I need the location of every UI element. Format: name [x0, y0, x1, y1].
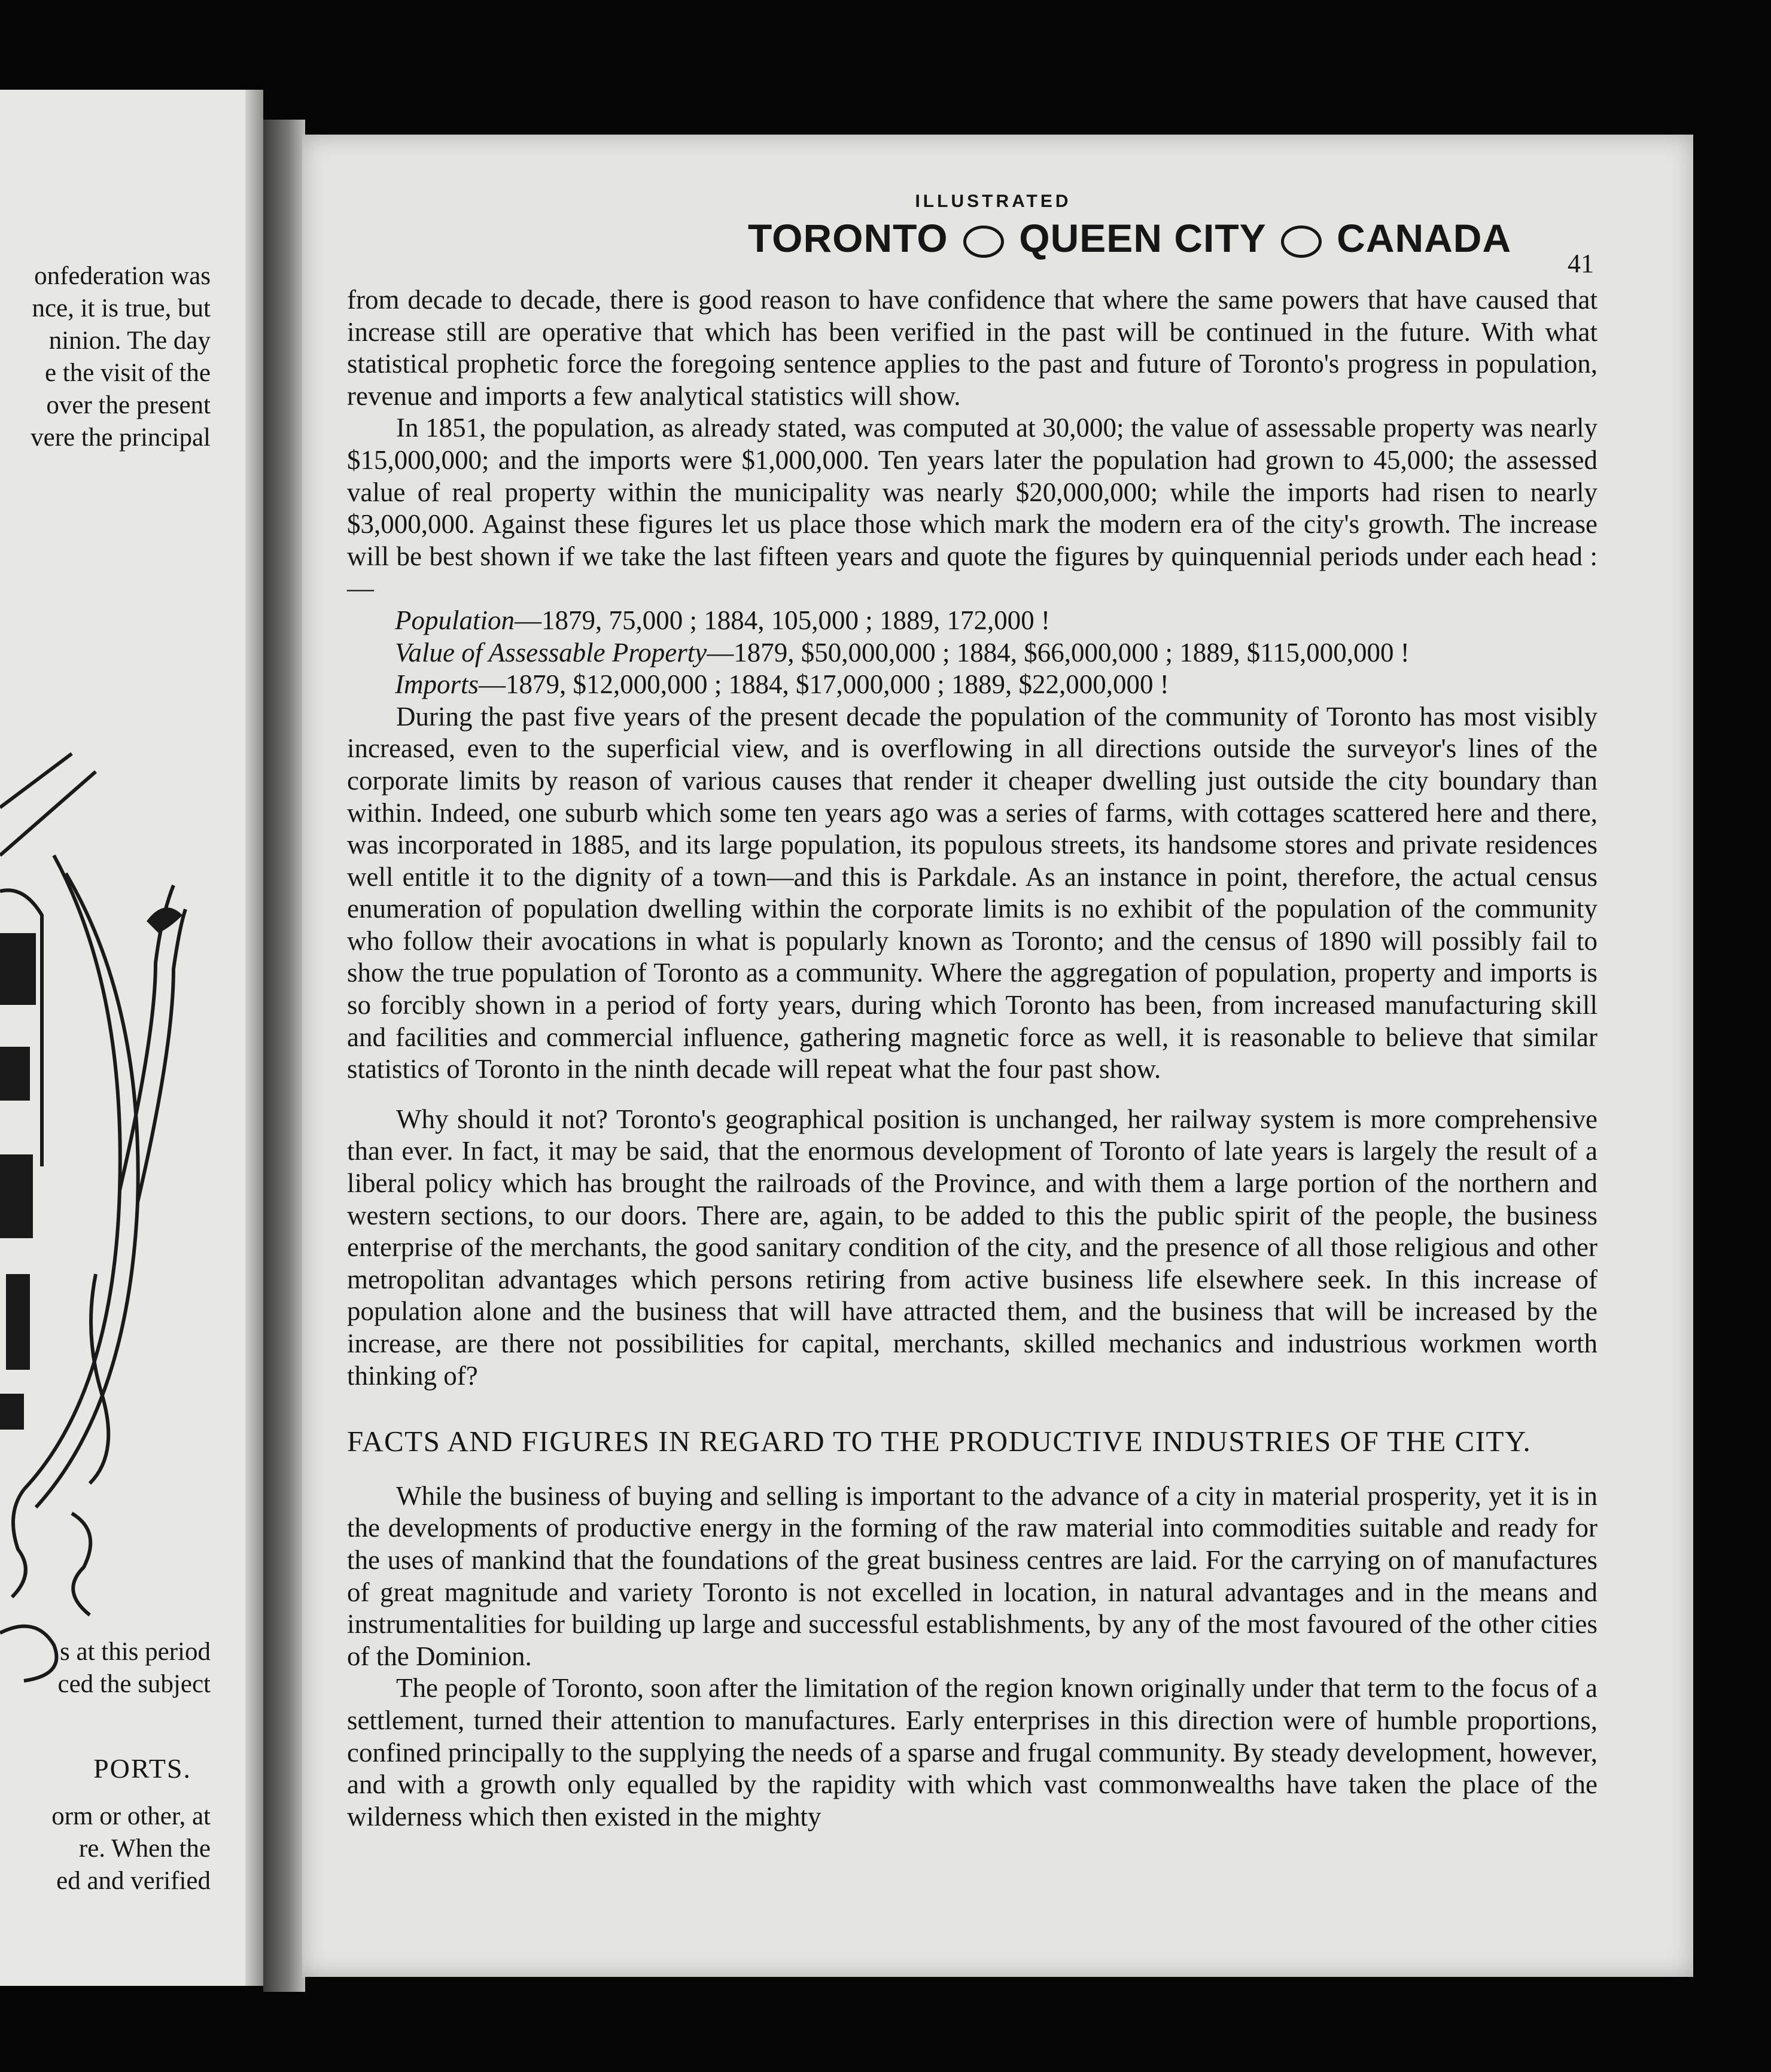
left-page-bottom-text-2 [51, 1800, 211, 1897]
stat-label: Population [395, 605, 515, 635]
crest-icon [963, 226, 1004, 258]
section-heading: FACTS AND FIGURES IN REGARD TO THE PRODUCTIVE INDUSTRIES OF THE CITY. [347, 1425, 1532, 1458]
left-page-top-text [0, 260, 211, 454]
left-page-line: re. When the [78, 1835, 211, 1863]
article-body [347, 284, 1597, 1833]
main-page [302, 135, 1693, 1977]
masthead-canada: CANADA [1337, 216, 1512, 260]
crest-icon [1281, 226, 1322, 258]
left-page-bottom-text [57, 1636, 211, 1701]
left-page-line: onfederation was [34, 262, 211, 290]
left-page-line: ninion. The day [48, 327, 211, 355]
book-spine-shadow [263, 120, 305, 1992]
left-facing-page [0, 90, 263, 1986]
paragraph: While the business of buying and selling is important to the advance of a city in material prosperity, yet it is in the developments of productive energy in the forming of the raw material into commodities suitable and ready for the uses of mankind that the foundations of the great business centres are laid. For the carrying on of manufactures of great magnitude and variety Toronto is not excelled in location, in natural advantages and in the means and instrumentalities for building up large and successful establishments, by any of the most favoured of the other cities of the Dominion. [347, 1480, 1597, 1671]
paragraph: The people of Toronto, soon after the limitation of the region known originally under that term to the focus of a settlement, turned their attention to manufactures. Early enterprises in this direction were of humble proportions, confined principally to the supplying the needs of a sparse and frugal community. By steady development, however, and with a growth only equalled by the rapidity with which vast commonwealths have taken the place of the wilderness which then existed in the mighty [347, 1673, 1597, 1832]
left-page-line: vere the principal [31, 423, 211, 452]
left-page-line: ced the subject [57, 1670, 211, 1698]
masthead [748, 191, 1512, 281]
left-page-gutter-shadow [245, 90, 263, 1986]
paragraph: In 1851, the population, as already stated, was computed at 30,000; the value of assessable property was nearly $15,000,000; and the imports were $1,000,000. Ten years later the population had grown to 45,000; the assessed value of real property within the municipality was nearly $20,000,000; while the imports had risen to nearly $3,000,000. Against these figures let us place those which mark the modern era of the city's growth. The increase will be best shown if we take the last fifteen years and quote the figures by quinquennial periods under each head :— [347, 413, 1597, 604]
stat-line-property [347, 637, 1597, 669]
page-number: 41 [1568, 249, 1594, 278]
left-page-line: orm or other, at [51, 1802, 211, 1830]
left-page-line: nce, it is true, but [32, 294, 211, 322]
stat-values: —1879, $50,000,000 ; 1884, $66,000,000 ; 1889, $115,000,000 ! [707, 637, 1410, 668]
ornamental-engraving [0, 736, 215, 1693]
stat-values: —1879, $12,000,000 ; 1884, $17,000,000 ; 1889, $22,000,000 ! [479, 669, 1169, 700]
left-page-line: over the present [46, 391, 211, 419]
stat-label: Imports [395, 669, 479, 700]
left-page-line: s at this period [60, 1638, 211, 1666]
paragraph: Why should it not? Toronto's geographical position is unchanged, her railway system is more comprehensive than ever. In fact, it may be said, that the enormous development of Toronto of late years is largely the result of a liberal policy which has brought the railroads of the Province, and with them a large portion of the northern and western sections, to our doors. There are, again, to be added to this the public spirit of the people, the business enterprise of the merchants, the good sanitary condition of the city, and the presence of all those religious and other metropolitan advantages which persons retiring from active business life elsewhere seek. In this increase of population alone and the business that will have attracted them, and the business that will be increased by the increase, are there not possibilities for capital, merchants, skilled mechanics and industrious workmen worth thinking of? [347, 1104, 1597, 1391]
masthead-title [748, 215, 1512, 261]
masthead-queen-city: QUEEN CITY [1019, 216, 1266, 260]
stat-line-population [347, 605, 1597, 637]
stat-label: Value of Assessable Property [395, 637, 707, 668]
left-page-line: ed and verified [56, 1867, 211, 1895]
left-page-line: e the visit of the [44, 359, 211, 387]
stat-values: —1879, 75,000 ; 1884, 105,000 ; 1889, 172,000 ! [515, 605, 1050, 635]
paragraph: During the past five years of the present decade the population of the community of Toronto has most visibly increased, even to the superficial view, and is overflowing in all directions outside the surveyor's lines of the corporate limits by reason of various causes that render it cheaper dwelling just outside the city boundary than within. Indeed, one suburb which some ten years ago was a series of farms, with cottages scattered here and there, was incorporated in 1885, and its large population, its populous streets, its handsome stores and private residences well entitle it to the dignity of a town—and this is Parkdale. As an instance in point, therefore, the actual census enumeration of population dwelling within the corporate limits is no exhibit of the population of the community who follow their avocations in what is popularly known as Toronto; and the census of 1890 will possibly fail to show the true population of Toronto as a community. Where the aggregation of population, property and imports is so forcibly shown in a period of forty years, during which Toronto has been, from increased manufacturing skill and facilities and commercial influence, gathering magnetic force as well, it is reasonable to believe that similar statistics of Toronto in the ninth decade will repeat what the four past show. [347, 701, 1597, 1084]
masthead-toronto: TORONTO [748, 216, 948, 260]
masthead-illustrated: ILLUSTRATED [915, 191, 1072, 211]
stat-line-imports [347, 669, 1597, 701]
paragraph: from decade to decade, there is good reason to have confidence that where the same powers that have caused that increase still are operative that which has been verified in the past will be continued in the future. With what statistical prophetic force the foregoing sentence applies to the past and future of Toronto's progress in population, revenue and imports a few analytical statistics will show. [347, 285, 1597, 411]
left-page-heading: PORTS. [93, 1753, 191, 1784]
